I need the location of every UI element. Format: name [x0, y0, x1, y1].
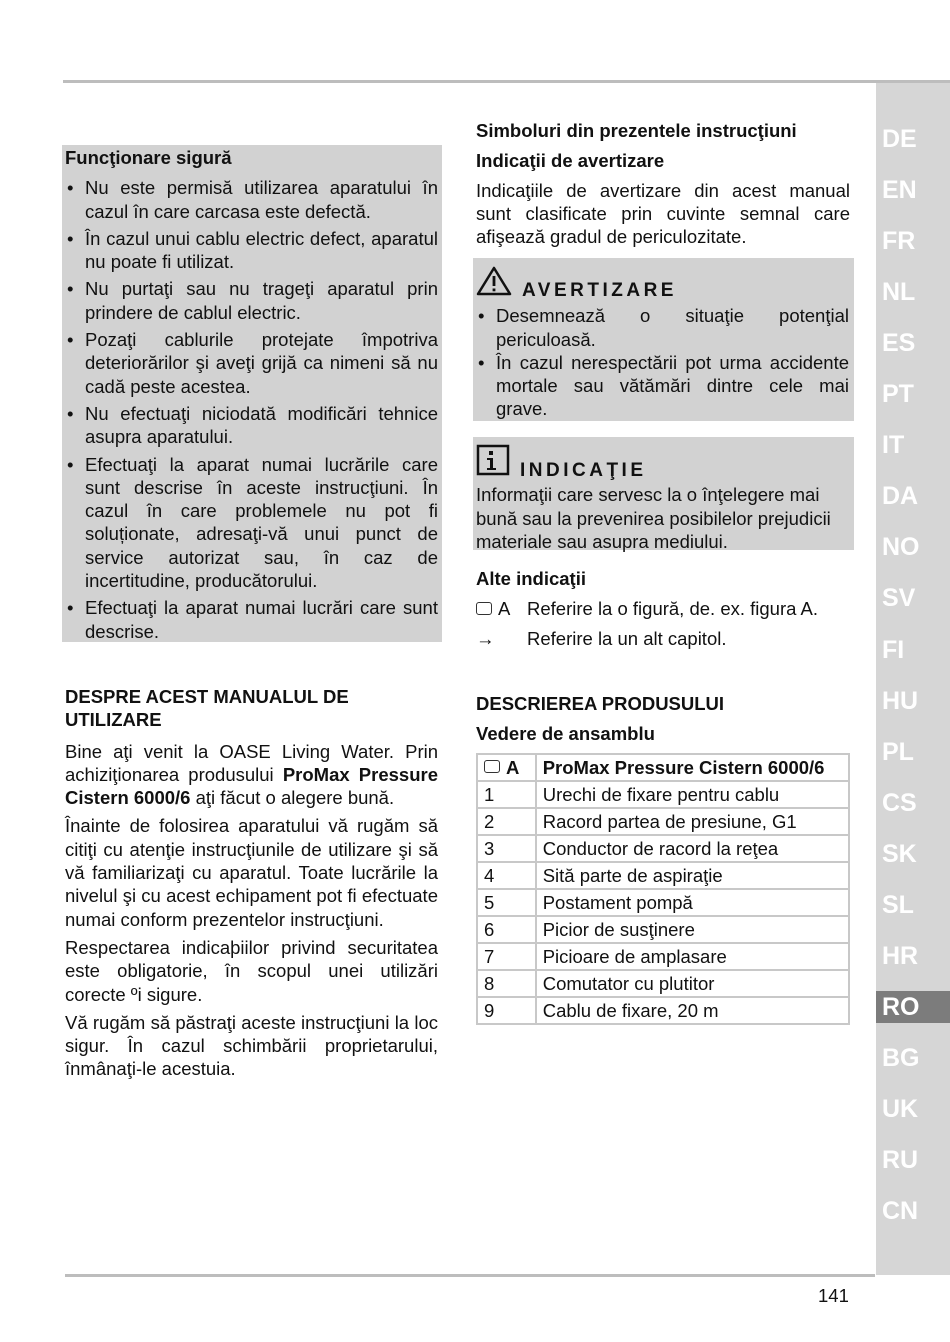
list-item: • Nu purtaţi sau nu trageţi aparatul prin prindere de cablul electric.: [65, 277, 438, 324]
product-description-title: DESCRIEREA PRODUSULUI: [476, 693, 725, 714]
language-tab-da[interactable]: DA: [882, 482, 919, 511]
language-tab-sk[interactable]: SK: [882, 839, 917, 868]
intro-text-end: aţi făcut o alegere bună.: [190, 787, 395, 809]
warning-label: AVERTIZARE: [522, 280, 677, 301]
other-notes-title: Alte indicaţii: [476, 568, 586, 589]
table-row: [477, 862, 849, 889]
info-icon: [476, 444, 510, 482]
list-item: • În cazul nerespectării pot urma accidente mortale sau vătămări dintre cele mai grave.: [476, 351, 849, 421]
language-tab-sv[interactable]: SV: [882, 584, 916, 613]
part-description: Conductor de racord la reţea: [536, 835, 849, 862]
list-item: • Efectuaţi la aparat numai lucrările care sunt descrise în aceste instrucţiuni. În cazul în care problemele nu pot fi soluționate, adresaţi-vă unui punct de service autorizat sau, în caz de incertitudine, producătorului.: [65, 453, 438, 593]
part-description: Comutator cu plutitor: [536, 970, 849, 997]
part-description: Sită parte de aspiraţie: [536, 862, 849, 889]
list-item: • Pozaţi cablurile protejate împotriva deteriorărilor şi aveţi grijă ca nimeni să nu cadă peste acestea.: [65, 328, 438, 398]
part-description: Racord partea de presiune, G1: [536, 808, 849, 835]
other-notes-section: [476, 567, 850, 650]
left-column: [62, 145, 442, 642]
table-row: [477, 970, 849, 997]
list-item: • Efectuaţi la aparat numai lucrări care sunt descrise.: [65, 596, 438, 643]
language-tab-pl[interactable]: PL: [882, 737, 914, 766]
intro-paragraph: [65, 740, 438, 810]
list-item: • Nu este permisă utilizarea aparatului în cazul în care carcasa este defectă.: [65, 176, 438, 223]
warning-box: [473, 258, 854, 421]
product-name: ProMax Pressure Cistern 6000/6: [65, 763, 439, 809]
part-description: Urechi de fixare pentru cablu: [536, 781, 849, 808]
table-row: [477, 781, 849, 808]
table-header-key: [477, 754, 536, 781]
part-number: 7: [477, 943, 536, 970]
language-tab-fi[interactable]: FI: [882, 635, 905, 664]
part-number: 9: [477, 997, 536, 1024]
figure-icon: [484, 760, 500, 773]
language-tab-cn[interactable]: CN: [882, 1197, 919, 1226]
language-sidebar: [876, 83, 950, 1275]
keep-instructions-paragraph: Vă rugăm să păstraţi aceste instrucţiuni la loc sigur. În cazul schimbării proprietarului, înmânaţi-le acestuia.: [65, 1011, 438, 1080]
table-row: [477, 943, 849, 970]
part-number: 4: [477, 862, 536, 889]
table-row: [477, 916, 849, 943]
chapter-reference-row: [476, 627, 850, 650]
part-number: 2: [477, 808, 536, 835]
language-tab-bg[interactable]: BG: [882, 1043, 920, 1072]
figure-icon: [476, 602, 492, 615]
language-tab-sl[interactable]: SL: [882, 890, 914, 919]
figure-key-letter: A: [498, 598, 511, 620]
page-number: 141: [818, 1285, 849, 1306]
figure-reference-key: [476, 597, 527, 620]
symbols-title: Simboluri din prezentele instrucţiuni: [476, 120, 797, 141]
language-tab-uk[interactable]: UK: [882, 1094, 919, 1123]
language-tab-nl[interactable]: NL: [882, 278, 916, 307]
list-item: • Nu efectuaţi niciodată modificări tehnice asupra aparatului.: [65, 402, 438, 449]
parts-table: [476, 753, 850, 1025]
language-tab-no[interactable]: NO: [882, 533, 920, 562]
part-description: Picior de susţinere: [536, 916, 849, 943]
table-row: [477, 835, 849, 862]
figure-reference-text: Referire la o figură, de. ex. figura A.: [527, 598, 819, 620]
safe-operation-title: Funcţionare sigură: [65, 147, 232, 168]
part-number: 1: [477, 781, 536, 808]
warnings-text: Indicaţiile de avertizare din acest manual sunt clasificate prin cuvinte semnal care afişează gradul de periculozitate.: [476, 179, 850, 248]
table-row: [477, 997, 849, 1024]
safe-operation-list: [65, 176, 438, 643]
note-label: INDICAŢIE: [520, 460, 647, 481]
part-number: 3: [477, 835, 536, 862]
list-item: • În cazul unui cablu electric defect, aparatul nu poate fi utilizat.: [65, 227, 438, 274]
part-description: Postament pompă: [536, 889, 849, 916]
part-description: Picioare de amplasare: [536, 943, 849, 970]
part-number: 5: [477, 889, 536, 916]
read-instructions-paragraph: Înainte de folosirea aparatului vă rugăm să citiţi cu atenţie instrucţiunile de utilizare şi să vă familiarizaţi cu aparatul. Toate lucrările la nivelul şi cu acest echipament pot fi efectuate numai conform prezentelor instrucţiuni.: [65, 815, 438, 930]
product-description-section: [476, 692, 850, 1025]
language-tab-ru[interactable]: RU: [882, 1146, 919, 1174]
note-text: Informaţii care servesc la o înţelegere mai bună sau la prevenirea posibilelor prejudicii materiale sau asupra mediului.: [476, 484, 831, 552]
bottom-rule: [65, 1274, 875, 1277]
language-tab-en[interactable]: EN: [882, 176, 917, 205]
language-tab-cs[interactable]: CS: [882, 788, 917, 817]
language-tab-ro[interactable]: RO: [876, 991, 950, 1023]
language-tab-it[interactable]: IT: [882, 431, 905, 460]
intro-text: Bine aţi venit la OASE Living Water. Prin achiziţionarea produsului: [65, 740, 438, 785]
manual-section: [65, 685, 438, 1081]
language-tab-de[interactable]: DE: [882, 125, 917, 153]
figure-key-letter: A: [506, 756, 520, 778]
figure-reference-row: [476, 597, 850, 620]
part-number: 6: [477, 916, 536, 943]
language-tab-fr[interactable]: FR: [882, 227, 916, 256]
warning-triangle-icon: [476, 266, 512, 302]
warning-list: [476, 304, 849, 420]
top-rule: [63, 80, 950, 83]
note-box: [473, 437, 854, 550]
language-tab-pt[interactable]: PT: [882, 380, 914, 409]
list-item: • Desemnează o situaţie potenţial periculoasă.: [476, 304, 849, 351]
manual-title: DESPRE ACEST MANUALUL DE UTILIZARE: [65, 686, 349, 731]
language-tab-hu[interactable]: HU: [882, 686, 919, 715]
part-number: 8: [477, 970, 536, 997]
table-header-title: ProMax Pressure Cistern 6000/6: [536, 754, 849, 781]
table-header-row: [477, 754, 849, 781]
warning-header: [476, 266, 849, 302]
language-tab-es[interactable]: ES: [882, 329, 916, 358]
warnings-title: Indicaţii de avertizare: [476, 150, 665, 172]
right-column: [476, 119, 850, 248]
table-row: [477, 808, 849, 835]
safe-operation-box: [62, 145, 442, 642]
note-header: [476, 444, 849, 482]
overview-title: Vedere de ansamblu: [476, 723, 655, 745]
part-description: Cablu de fixare, 20 m: [536, 997, 849, 1024]
safety-paragraph: Respectarea indicaþiilor privind securitatea este obligatorie, în scopul unei utilizări corecte ºi sigure.: [65, 936, 438, 1005]
language-tab-hr[interactable]: HR: [882, 941, 919, 970]
table-row: [477, 889, 849, 916]
chapter-reference-text: Referire la un alt capitol.: [527, 627, 727, 649]
arrow-right-icon: →: [476, 627, 495, 649]
